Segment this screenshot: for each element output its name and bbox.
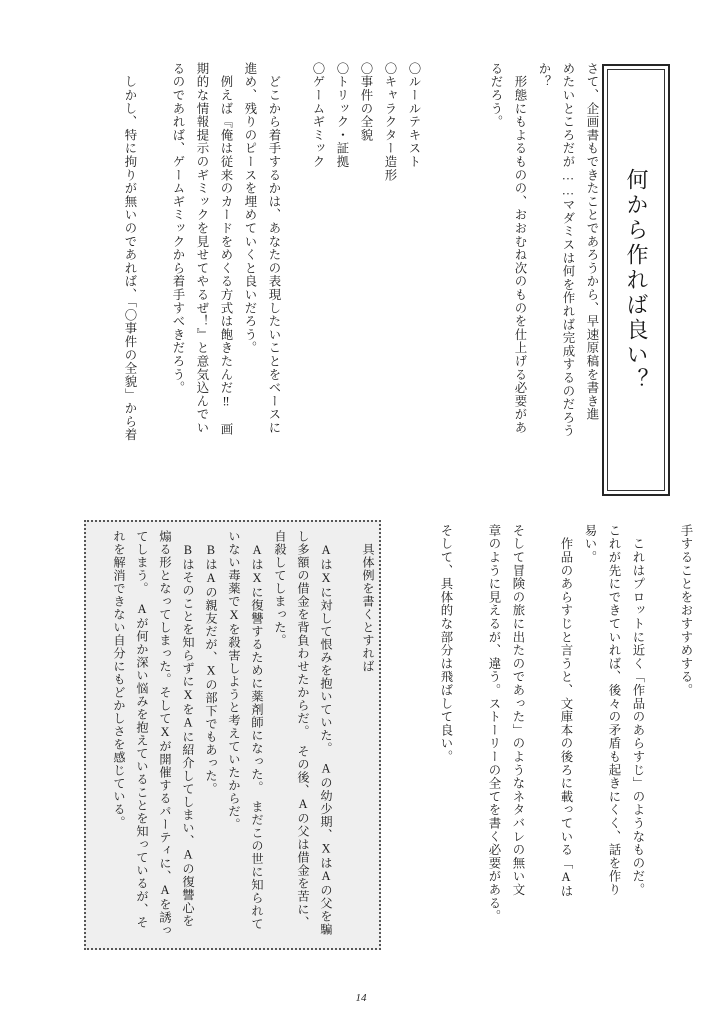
example-column: 具体例を書くとすれば (361, 530, 375, 673)
example-column: いない毒薬でXを殺害しようと考えていたからだ。 (227, 530, 241, 831)
page-title: 何から作れば良い？ (624, 167, 649, 393)
body-column: 形態にもよるものの、おおむね次のものを仕上げる必要があ (513, 62, 527, 435)
example-column: 自殺してしまった。 (273, 530, 287, 647)
list-item: 〇トリック・証拠 (335, 62, 349, 169)
body-column: これが先にできていれば、後々の矛盾も起きにくく、話を作り (607, 524, 621, 897)
section-heading-box (602, 64, 670, 496)
body-column: これはプロットに近く「作品のあらすじ」のようなものだ。 (631, 524, 645, 897)
body-column: 易い。 (583, 524, 597, 564)
body-column: 進め、残りのピースを埋めていくと良いだろう。 (243, 62, 257, 355)
example-column: BはAの親友だが、Xの部下でもあった。 (204, 530, 218, 796)
body-column: るだろう。 (489, 62, 503, 129)
body-column: るのであれば、ゲームギミックから着手すべきだろう。 (171, 62, 185, 395)
body-column: しかし、特に拘りが無いのであれば、「〇事件の全貌」から着 (123, 62, 137, 442)
body-column: か？ (537, 62, 551, 89)
body-column: めたいところだが……マダミスは何を作れば完成するのだろう (561, 62, 575, 438)
example-column: AはXに復讐するために薬剤師になった。 まだこの世に知られて (250, 530, 264, 931)
body-column: さて、企画書もできたことであろうから、早速原稿を書き進 (585, 62, 599, 422)
body-column: 手することをおすすめする。 (679, 524, 693, 697)
heading-inner-border (607, 69, 665, 491)
body-column: そして、具体的な部分は飛ばして良い。 (439, 524, 453, 764)
body-column: 作品のあらすじと言うと、文庫本の後ろに載っている「Aは (559, 524, 573, 898)
example-column: AはXに対して恨みを抱いていた。 Aの幼少期、XはAの父を騙 (319, 530, 333, 936)
body-column: どこから着手するかは、あなたの表現したいことをベースに (267, 62, 281, 435)
page-number: 14 (355, 992, 367, 1004)
example-column: 煽る形となってしまった。そしてXが開催するパーティに、Aを誘っ (158, 530, 172, 937)
body-column: 例えば『俺は従来のカードをめくる方式は飽きたんだ‼ 画 (219, 62, 233, 436)
body-column: そして冒険の旅に出たのであった」のようなネタバレの無い文 (511, 524, 525, 897)
body-column: 章のように見えるが、違う。ストーリーの全てを書く必要がある。 (487, 524, 501, 923)
example-column: し多額の借金を背負わせたからだ。 その後、Aの父は借金を苦に、 (296, 530, 310, 929)
list-item: 〇ゲームギミック (311, 62, 325, 169)
example-column: Bはそのことを知らずにXをAに紹介してしまい、Aの復讐心を (181, 530, 195, 928)
list-item: 〇ルールテキスト (407, 62, 421, 169)
example-column: てしまう。 Aが何か深い悩みを抱えていることを知っているが、そ (135, 530, 149, 929)
body-column: 期的な情報提示のギミックを見せてやるぜ！』と意気込んでい (195, 62, 209, 435)
list-item: 〇キャラクター造形 (383, 62, 397, 182)
example-column: れを解消できない自分にもどかしさを感じている。 (112, 530, 126, 829)
list-item: 〇事件の全貌 (359, 62, 373, 142)
